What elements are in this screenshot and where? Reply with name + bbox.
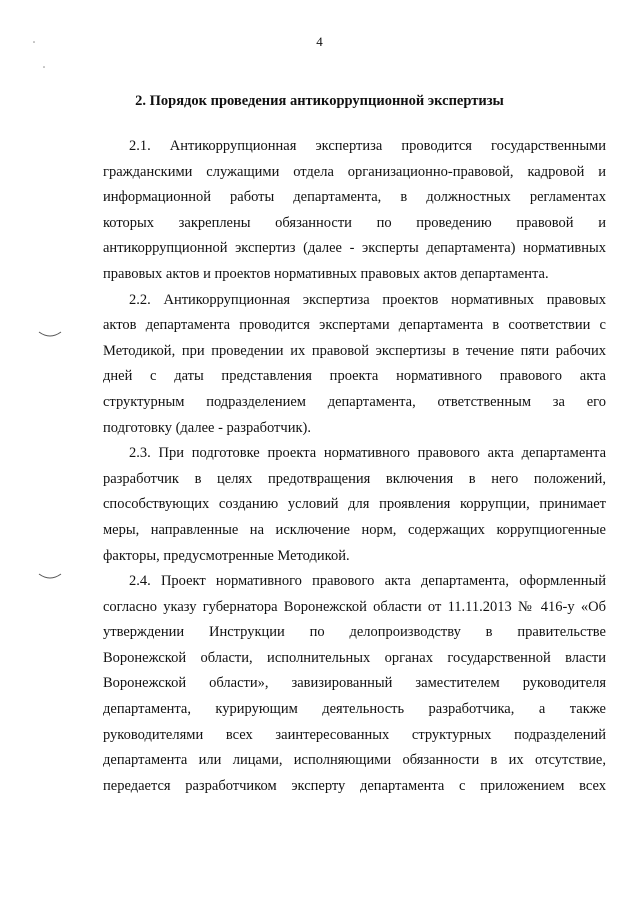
text-line: которых закреплены обязанности по проведению правовой и bbox=[103, 214, 606, 231]
text-line: департамента или лицами, исполняющими обязанности в их отсутствие, bbox=[103, 752, 606, 769]
text-line: меры, направленные на исключение норм, содержащих коррупциогенные bbox=[103, 521, 606, 538]
scan-speck-icon bbox=[32, 40, 36, 44]
text-line: структурным подразделением департамента, ответственным за его bbox=[103, 393, 606, 410]
punch-hole-mark-icon bbox=[38, 330, 62, 340]
text-line: 2.4. Проект нормативного правового акта департамента, оформленный bbox=[129, 573, 606, 590]
text-line: руководителями всех заинтересованных структурных подразделений bbox=[103, 726, 606, 743]
section-heading: 2. Порядок проведения антикоррупционной экспертизы bbox=[135, 93, 504, 109]
text-line: согласно указу губернатора Воронежской области от 11.11.2013 № 416-у «Об bbox=[103, 598, 606, 615]
page-number: 4 bbox=[316, 34, 323, 49]
text-line: информационной работы департамента, в должностных регламентах bbox=[103, 189, 606, 206]
text-line: Воронежской области, исполнительных органах государственной власти bbox=[103, 649, 606, 666]
text-line: факторы, предусмотренные Методикой. bbox=[103, 547, 350, 564]
text-line: правовых актов и проектов нормативных правовых актов департамента. bbox=[103, 265, 549, 282]
text-line: дней с даты представления проекта нормативного правового акта bbox=[103, 368, 606, 385]
text-line: антикоррупционной экспертиз (далее - эксперты департамента) нормативных bbox=[103, 240, 606, 257]
text-line: способствующих созданию условий для проявления коррупции, принимает bbox=[103, 496, 606, 513]
text-line: 2.1. Антикоррупционная экспертиза проводится государственными bbox=[129, 138, 606, 154]
document-body bbox=[103, 134, 606, 799]
text-line: Методикой, при проведении их правовой экспертизы в течение пяти рабочих bbox=[103, 342, 606, 359]
paragraph-2-1 bbox=[103, 134, 606, 288]
paragraph-2-3 bbox=[103, 441, 606, 569]
text-line: департамента, курирующим деятельность разработчика, а также bbox=[103, 701, 606, 718]
punch-hole-mark-icon bbox=[38, 572, 62, 582]
text-line: утверждении Инструкции по делопроизводству в правительстве bbox=[103, 624, 606, 641]
text-line: 2.3. При подготовке проекта нормативного правового акта департамента bbox=[129, 445, 606, 462]
scan-speck-icon bbox=[42, 65, 46, 69]
paragraph-2-2 bbox=[103, 288, 606, 442]
text-line: актов департамента проводится экспертами департамента в соответствии с bbox=[103, 317, 606, 334]
paragraph-2-4 bbox=[103, 569, 606, 799]
text-line: гражданскими служащими отдела организационно-правовой, кадровой и bbox=[103, 163, 606, 180]
text-line: разработчик в целях предотвращения включения в него положений, bbox=[103, 470, 606, 487]
text-line: Воронежской области», завизированный заместителем руководителя bbox=[103, 675, 606, 692]
text-line: передается разработчиком эксперту департамента с приложением всех bbox=[103, 777, 606, 794]
text-line: подготовку (далее - разработчик). bbox=[103, 419, 311, 436]
text-line: 2.2. Антикоррупционная экспертиза проектов нормативных правовых bbox=[129, 291, 606, 308]
